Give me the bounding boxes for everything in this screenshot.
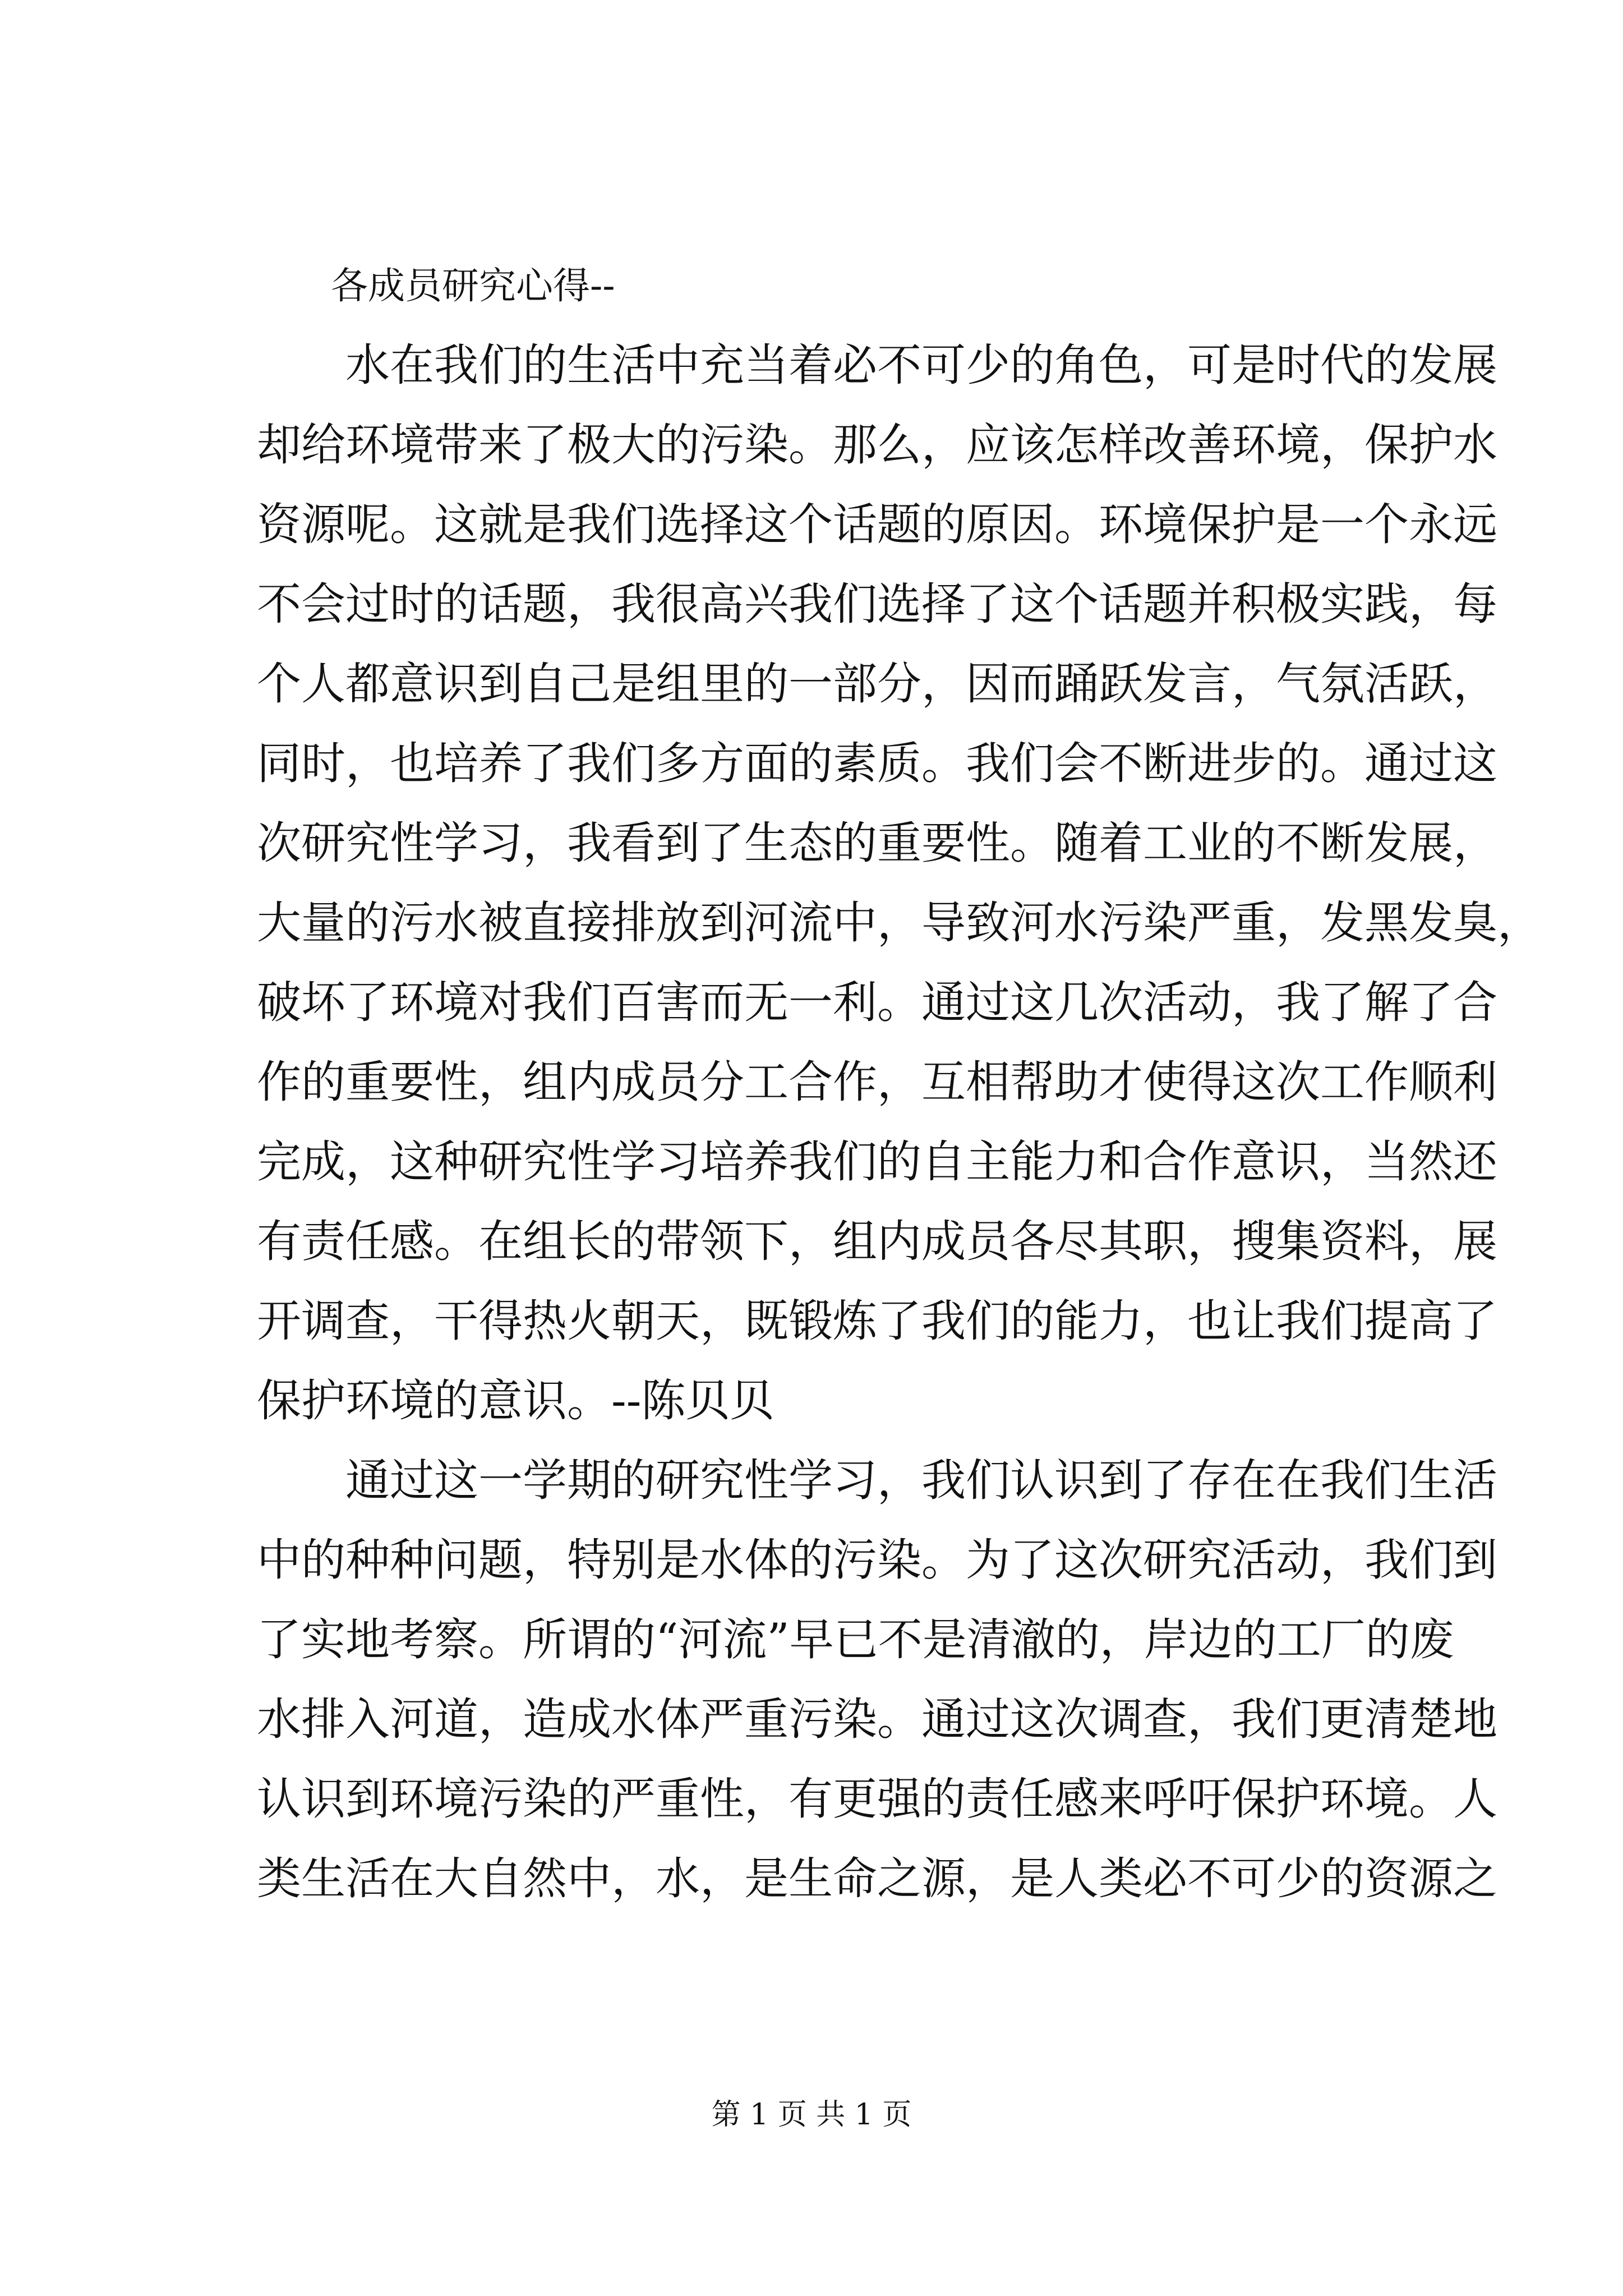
- document-body: [257, 247, 1542, 1918]
- paragraph-line: 水在我们的生活中充当着必不可少的角色，可是时代的发展: [345, 339, 1497, 391]
- paragraph-line: 个人都意识到自己是组里的一部分，因而踊跃发言，气氛活跃，: [257, 658, 1497, 710]
- paragraph-line: 类生活在大自然中，水，是生命之源，是人类必不可少的资源之: [257, 1853, 1497, 1904]
- paragraph-line: 了实地考察。所谓的“河流”早已不是清澈的，岸边的工厂的废: [257, 1614, 1454, 1665]
- section-heading: 各成员研究心得--: [331, 264, 615, 307]
- paragraph-line: 大量的污水被直接排放到河流中，导致河水污染严重，发黑发臭，: [257, 897, 1542, 949]
- paragraph-line: 认识到环境污染的严重性，有更强的责任感来呼吁保护环境。人: [257, 1773, 1497, 1825]
- paragraph-line: 保护环境的意识。--陈贝贝: [257, 1375, 774, 1427]
- paragraph-line: 不会过时的话题，我很高兴我们选择了这个话题并积极实践，每: [257, 578, 1497, 630]
- paragraph-line: 破坏了环境对我们百害而无一利。通过这几次活动，我了解了合: [257, 977, 1497, 1028]
- paragraph-line: 资源呢。这就是我们选择这个话题的原因。环境保护是一个永远: [257, 499, 1497, 550]
- paragraph-line: 次研究性学习，我看到了生态的重要性。随着工业的不断发展，: [257, 817, 1497, 869]
- paragraph-line: 作的重要性，组内成员分工合作，互相帮助才使得这次工作顺利: [257, 1056, 1497, 1108]
- paragraph-line: 同时，也培养了我们多方面的素质。我们会不断进步的。通过这: [257, 738, 1497, 789]
- paragraph-line: 却给环境带来了极大的污染。那么，应该怎样改善环境，保护水: [257, 419, 1497, 471]
- paragraph-line: 完成，这种研究性学习培养我们的自主能力和合作意识，当然还: [257, 1136, 1497, 1188]
- paragraph-1: [257, 325, 1542, 1441]
- page-footer: 第 1 页 共 1 页: [711, 2098, 912, 2132]
- paragraph-line: 开调查，干得热火朝天，既锻炼了我们的能力，也让我们提高了: [257, 1295, 1497, 1347]
- paragraph-line: 有责任感。在组长的带领下，组内成员各尽其职，搜集资料，展: [257, 1216, 1497, 1267]
- paragraph-2: [257, 1441, 1497, 1918]
- paragraph-line: 通过这一学期的研究性学习，我们认识到了存在在我们生活: [345, 1455, 1497, 1506]
- paragraph-line: 水排入河道，造成水体严重污染。通过这次调查，我们更清楚地: [257, 1694, 1497, 1745]
- paragraph-line: 中的种种问题，特别是水体的污染。为了这次研究活动，我们到: [257, 1534, 1497, 1586]
